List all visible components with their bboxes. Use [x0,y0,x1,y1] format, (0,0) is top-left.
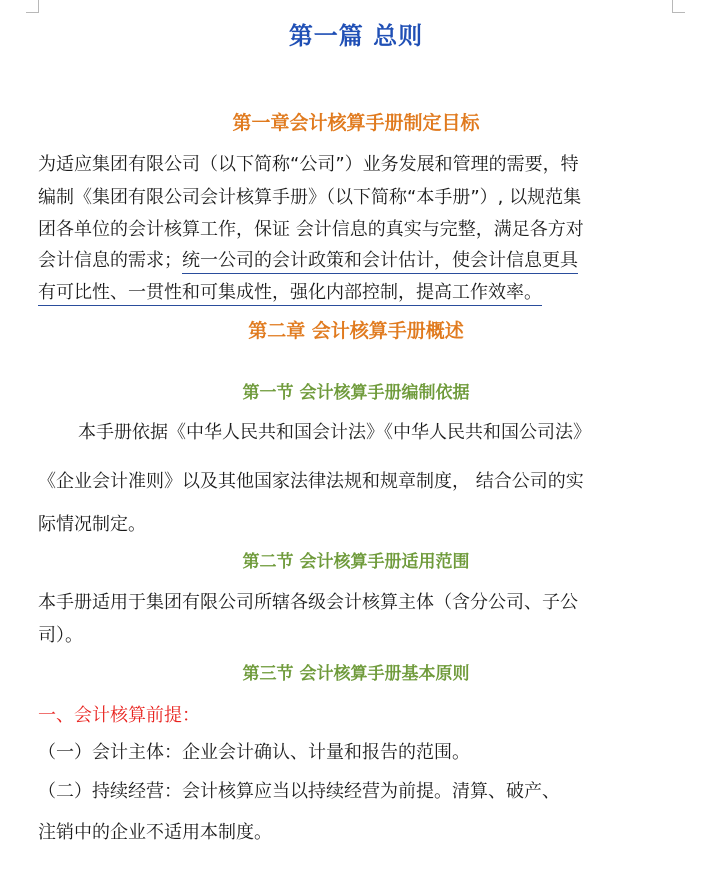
chapter-1-heading: 第一章会计核算手册制定目标 [232,112,480,134]
section-1-heading: 第一节 会计核算手册编制依据 [242,383,470,403]
section-1-line-2: 《企业会计准则》以及其他国家法律法规和规章制度， 结合公司的实 [38,471,584,492]
chapter-1-line-2: 编制《集团有限公司会计核算手册》（以下简称“本手册”）, 以规范集 [38,187,582,208]
section-3-heading: 第三节 会计核算手册基本原则 [242,664,470,684]
section-2-line-2: 司）。 [38,625,83,646]
section-3-subheading: 一、会计核算前提： [38,705,200,726]
chapter-1-line-5 [38,278,542,304]
section-1-line-1: 本手册依据《中华人民共和国会计法》《中华人民共和国公司法》 [78,422,591,443]
chapter-1-line-4-underlined: 统一公司的会计政策和会计估计，使会计信息更具 [182,250,578,274]
section-3-line-3: 注销中的企业不适用本制度。 [38,822,272,843]
page-corner-mark-right [672,0,685,13]
chapter-1-line-3: 团各单位的会计核算工作，保证 会计信息的真实与完整，满足各方对 [38,219,584,240]
section-3-line-1: （一）会计主体：企业会计确认、计量和报告的范围。 [38,742,470,763]
page-corner-mark-left [26,0,39,13]
chapter-1-line-1: 为适应集团有限公司（以下简称“公司”）业务发展和管理的需要，特 [38,154,579,175]
part-title: 第一篇 总则 [288,22,424,50]
chapter-1-line-5-underlined: 有可比性、一贯性和可集成性，强化内部控制，提高工作效率。 [38,282,542,306]
section-1-line-3: 际情况制定。 [38,514,146,535]
section-3-line-2: （二）持续经营：会计核算应当以持续经营为前提。清算、破产、 [38,781,560,802]
chapter-1-line-4-plain: 会计信息的需求； [38,250,182,271]
section-2-line-1: 本手册适用于集团有限公司所辖各级会计核算主体（含分公司、子公 [38,592,578,613]
section-2-heading: 第二节 会计核算手册适用范围 [242,552,470,572]
chapter-2-heading: 第二章 会计核算手册概述 [248,320,464,342]
chapter-1-line-4 [38,246,578,272]
